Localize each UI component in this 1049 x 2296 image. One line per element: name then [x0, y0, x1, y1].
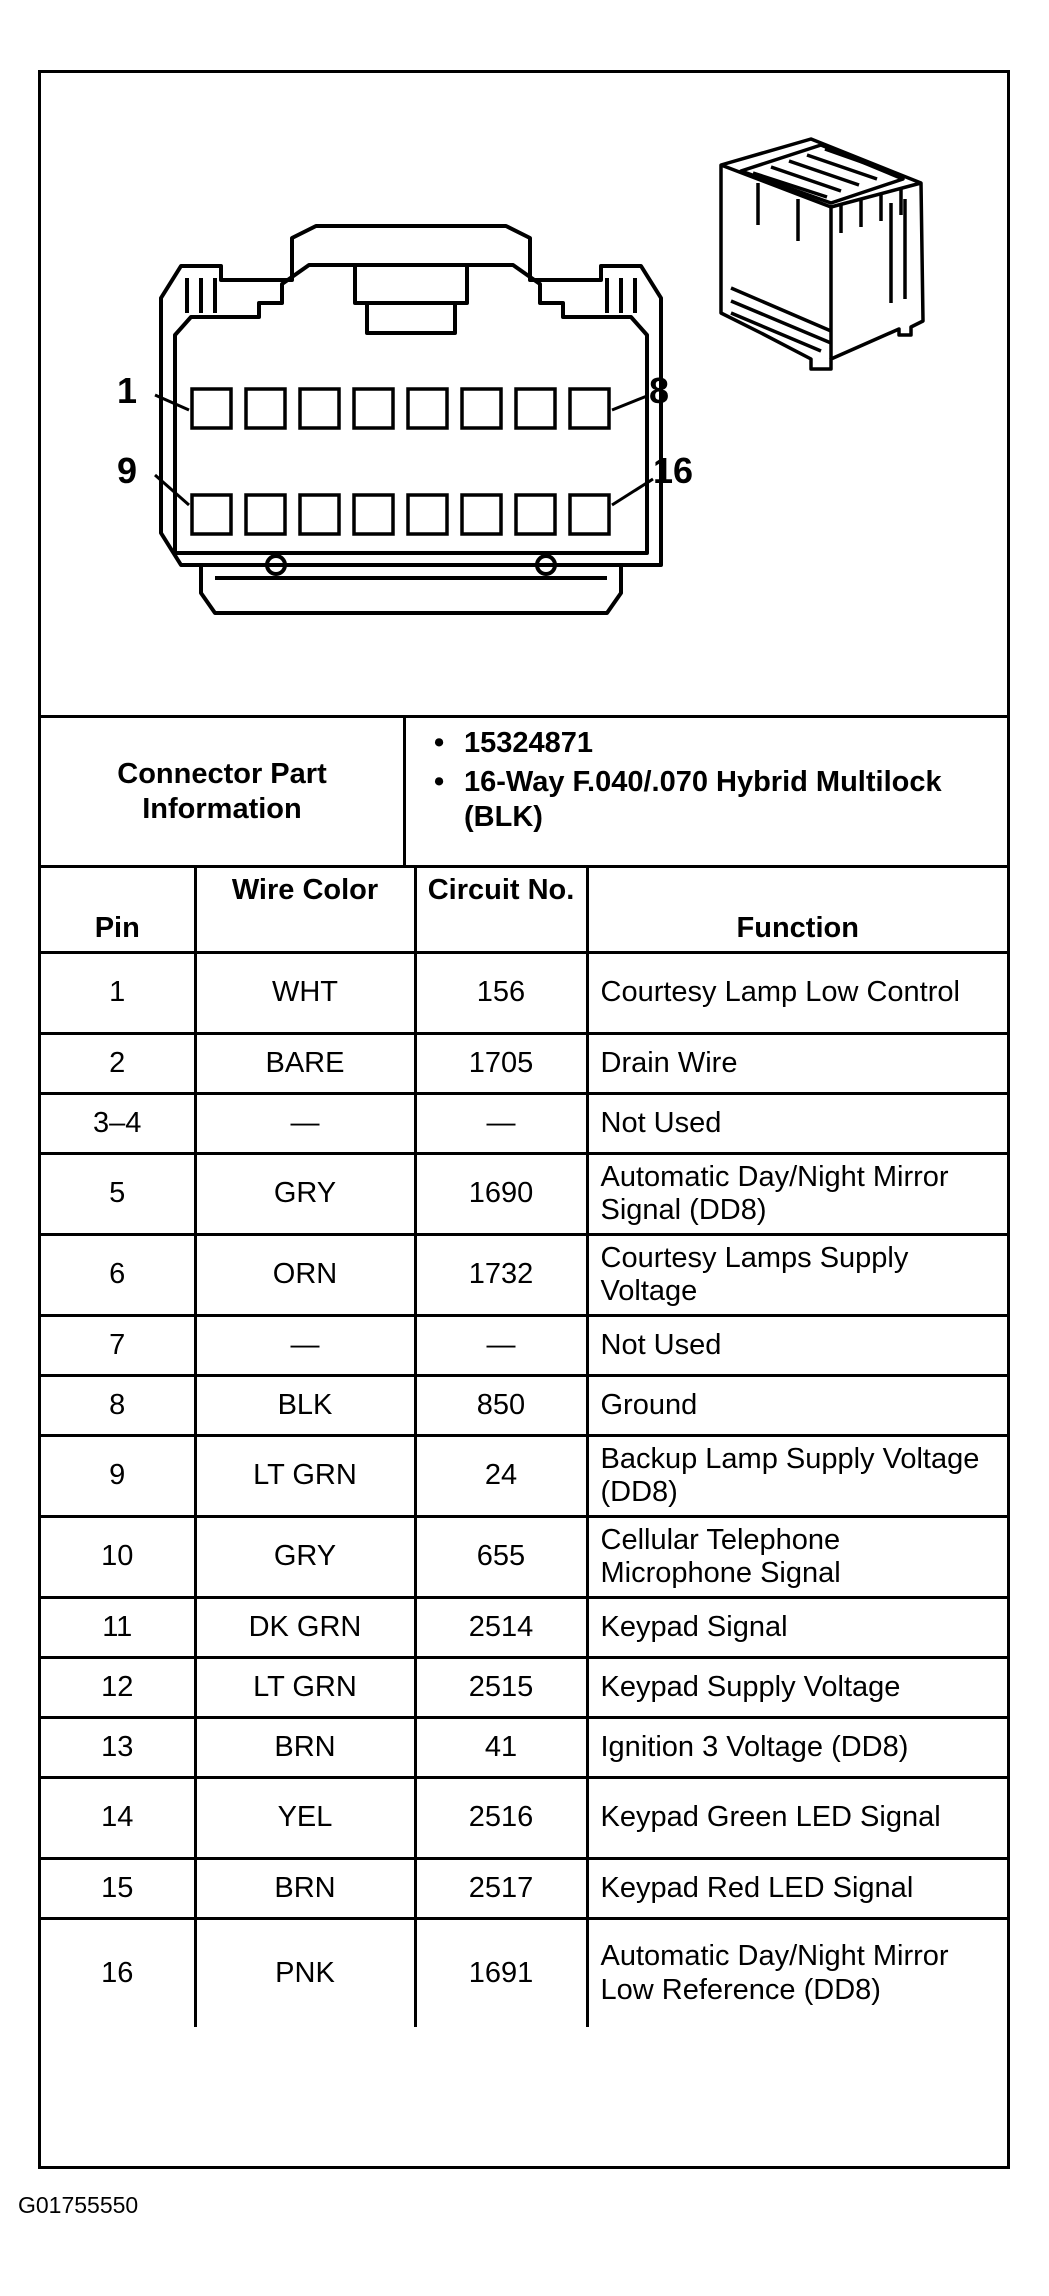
header-wire-color: Wire Color	[195, 867, 415, 953]
table-row	[41, 1598, 1007, 1658]
pin-label-8: 8	[649, 370, 670, 411]
table-row	[41, 1235, 1007, 1316]
cell-wire-color: —	[195, 1316, 415, 1376]
cell-wire-color: WHT	[195, 953, 415, 1034]
pin-cavity-12	[354, 495, 393, 534]
cell-circuit-no: 1690	[415, 1154, 587, 1235]
table-row	[41, 1718, 1007, 1778]
cell-function: Ground	[587, 1376, 1007, 1436]
cell-function: Keypad Supply Voltage	[587, 1658, 1007, 1718]
cell-pin: 13	[41, 1718, 195, 1778]
cell-pin: 3–4	[41, 1094, 195, 1154]
pin-cavity-10	[246, 495, 285, 534]
table-header-row	[41, 867, 1007, 953]
cell-pin: 6	[41, 1235, 195, 1316]
pin-cavity-1	[192, 389, 231, 428]
part-number: • 15324871	[464, 726, 987, 761]
cell-pin: 9	[41, 1436, 195, 1517]
pin-cavity-16	[570, 495, 609, 534]
cell-wire-color: YEL	[195, 1778, 415, 1859]
cell-pin: 15	[41, 1859, 195, 1919]
pin-cavity-3	[300, 389, 339, 428]
pin-cavity-5	[408, 389, 447, 428]
table-row	[41, 953, 1007, 1034]
table-row	[41, 1658, 1007, 1718]
pin-cavity-2	[246, 389, 285, 428]
table-row	[41, 1517, 1007, 1598]
pin-label-16: 16	[653, 450, 694, 491]
cell-circuit-no: 2514	[415, 1598, 587, 1658]
cell-function: Ignition 3 Voltage (DD8)	[587, 1718, 1007, 1778]
cell-pin: 16	[41, 1919, 195, 2028]
cell-wire-color: LT GRN	[195, 1436, 415, 1517]
table-row	[41, 1034, 1007, 1094]
connector-info-label: Connector Part Information	[41, 718, 406, 865]
pin-cavity-13	[408, 495, 447, 534]
cell-wire-color: BARE	[195, 1034, 415, 1094]
cell-circuit-no: 41	[415, 1718, 587, 1778]
cell-wire-color: GRY	[195, 1517, 415, 1598]
table-row	[41, 1919, 1007, 2028]
cell-pin: 8	[41, 1376, 195, 1436]
cell-wire-color: GRY	[195, 1154, 415, 1235]
cell-pin: 5	[41, 1154, 195, 1235]
cell-function: Backup Lamp Supply Voltage (DD8)	[587, 1436, 1007, 1517]
cell-circuit-no: 655	[415, 1517, 587, 1598]
cell-pin: 11	[41, 1598, 195, 1658]
connector-info-values	[406, 718, 1007, 865]
cell-pin: 1	[41, 953, 195, 1034]
cell-function: Not Used	[587, 1094, 1007, 1154]
table-row	[41, 1376, 1007, 1436]
table-row	[41, 1859, 1007, 1919]
cell-pin: 2	[41, 1034, 195, 1094]
cell-wire-color: BLK	[195, 1376, 415, 1436]
cell-wire-color: DK GRN	[195, 1598, 415, 1658]
connector-drawing	[41, 73, 1007, 715]
cell-wire-color: BRN	[195, 1718, 415, 1778]
cell-wire-color: ORN	[195, 1235, 415, 1316]
cell-circuit-no: 2516	[415, 1778, 587, 1859]
cell-circuit-no: 24	[415, 1436, 587, 1517]
cell-circuit-no: —	[415, 1316, 587, 1376]
connector-figure-frame	[38, 70, 1010, 2169]
cell-pin: 10	[41, 1517, 195, 1598]
cell-function: Automatic Day/Night Mirror Signal (DD8)	[587, 1154, 1007, 1235]
cell-function: Not Used	[587, 1316, 1007, 1376]
cell-pin: 14	[41, 1778, 195, 1859]
cell-circuit-no: —	[415, 1094, 587, 1154]
cell-wire-color: BRN	[195, 1859, 415, 1919]
pin-cavity-15	[516, 495, 555, 534]
figure-id: G01755550	[18, 2192, 139, 2218]
header-pin: Pin	[41, 867, 195, 953]
connector-description: • 16-Way F.040/.070 Hybrid Multilock (BLK)	[464, 765, 987, 835]
header-circuit-no: Circuit No.	[415, 867, 587, 953]
cell-circuit-no: 2517	[415, 1859, 587, 1919]
leader-line-pin-8	[612, 396, 647, 410]
pin-cavity-11	[300, 495, 339, 534]
cell-circuit-no: 156	[415, 953, 587, 1034]
cell-wire-color: —	[195, 1094, 415, 1154]
cell-function: Keypad Red LED Signal	[587, 1859, 1007, 1919]
pin-cavity-14	[462, 495, 501, 534]
cell-pin: 7	[41, 1316, 195, 1376]
cell-function: Keypad Signal	[587, 1598, 1007, 1658]
header-function: Function	[587, 867, 1007, 953]
pin-cavity-9	[192, 495, 231, 534]
cell-circuit-no: 1691	[415, 1919, 587, 2028]
cell-function: Cellular Telephone Microphone Signal	[587, 1517, 1007, 1598]
table-row	[41, 1436, 1007, 1517]
cell-wire-color: LT GRN	[195, 1658, 415, 1718]
pin-label-9: 9	[117, 450, 138, 491]
cell-circuit-no: 2515	[415, 1658, 587, 1718]
connector-diagram	[41, 73, 1007, 715]
pin-assignment-table	[41, 865, 1007, 2027]
cell-function: Courtesy Lamps Supply Voltage	[587, 1235, 1007, 1316]
table-row	[41, 1154, 1007, 1235]
pin-cavity-7	[516, 389, 555, 428]
pin-cavity-4	[354, 389, 393, 428]
table-row	[41, 1316, 1007, 1376]
table-row	[41, 1778, 1007, 1859]
cell-wire-color: PNK	[195, 1919, 415, 2028]
pin-cavity-6	[462, 389, 501, 428]
pin-label-1: 1	[117, 370, 138, 411]
cell-pin: 12	[41, 1658, 195, 1718]
connector-isometric-view	[721, 139, 923, 369]
cell-circuit-no: 1732	[415, 1235, 587, 1316]
cell-circuit-no: 1705	[415, 1034, 587, 1094]
table-row	[41, 1094, 1007, 1154]
cell-circuit-no: 850	[415, 1376, 587, 1436]
connector-part-information	[41, 715, 1007, 865]
pin-cavity-8	[570, 389, 609, 428]
cell-function: Keypad Green LED Signal	[587, 1778, 1007, 1859]
cell-function: Automatic Day/Night Mirror Low Reference (DD8)	[587, 1919, 1007, 2028]
cell-function: Courtesy Lamp Low Control	[587, 953, 1007, 1034]
cell-function: Drain Wire	[587, 1034, 1007, 1094]
